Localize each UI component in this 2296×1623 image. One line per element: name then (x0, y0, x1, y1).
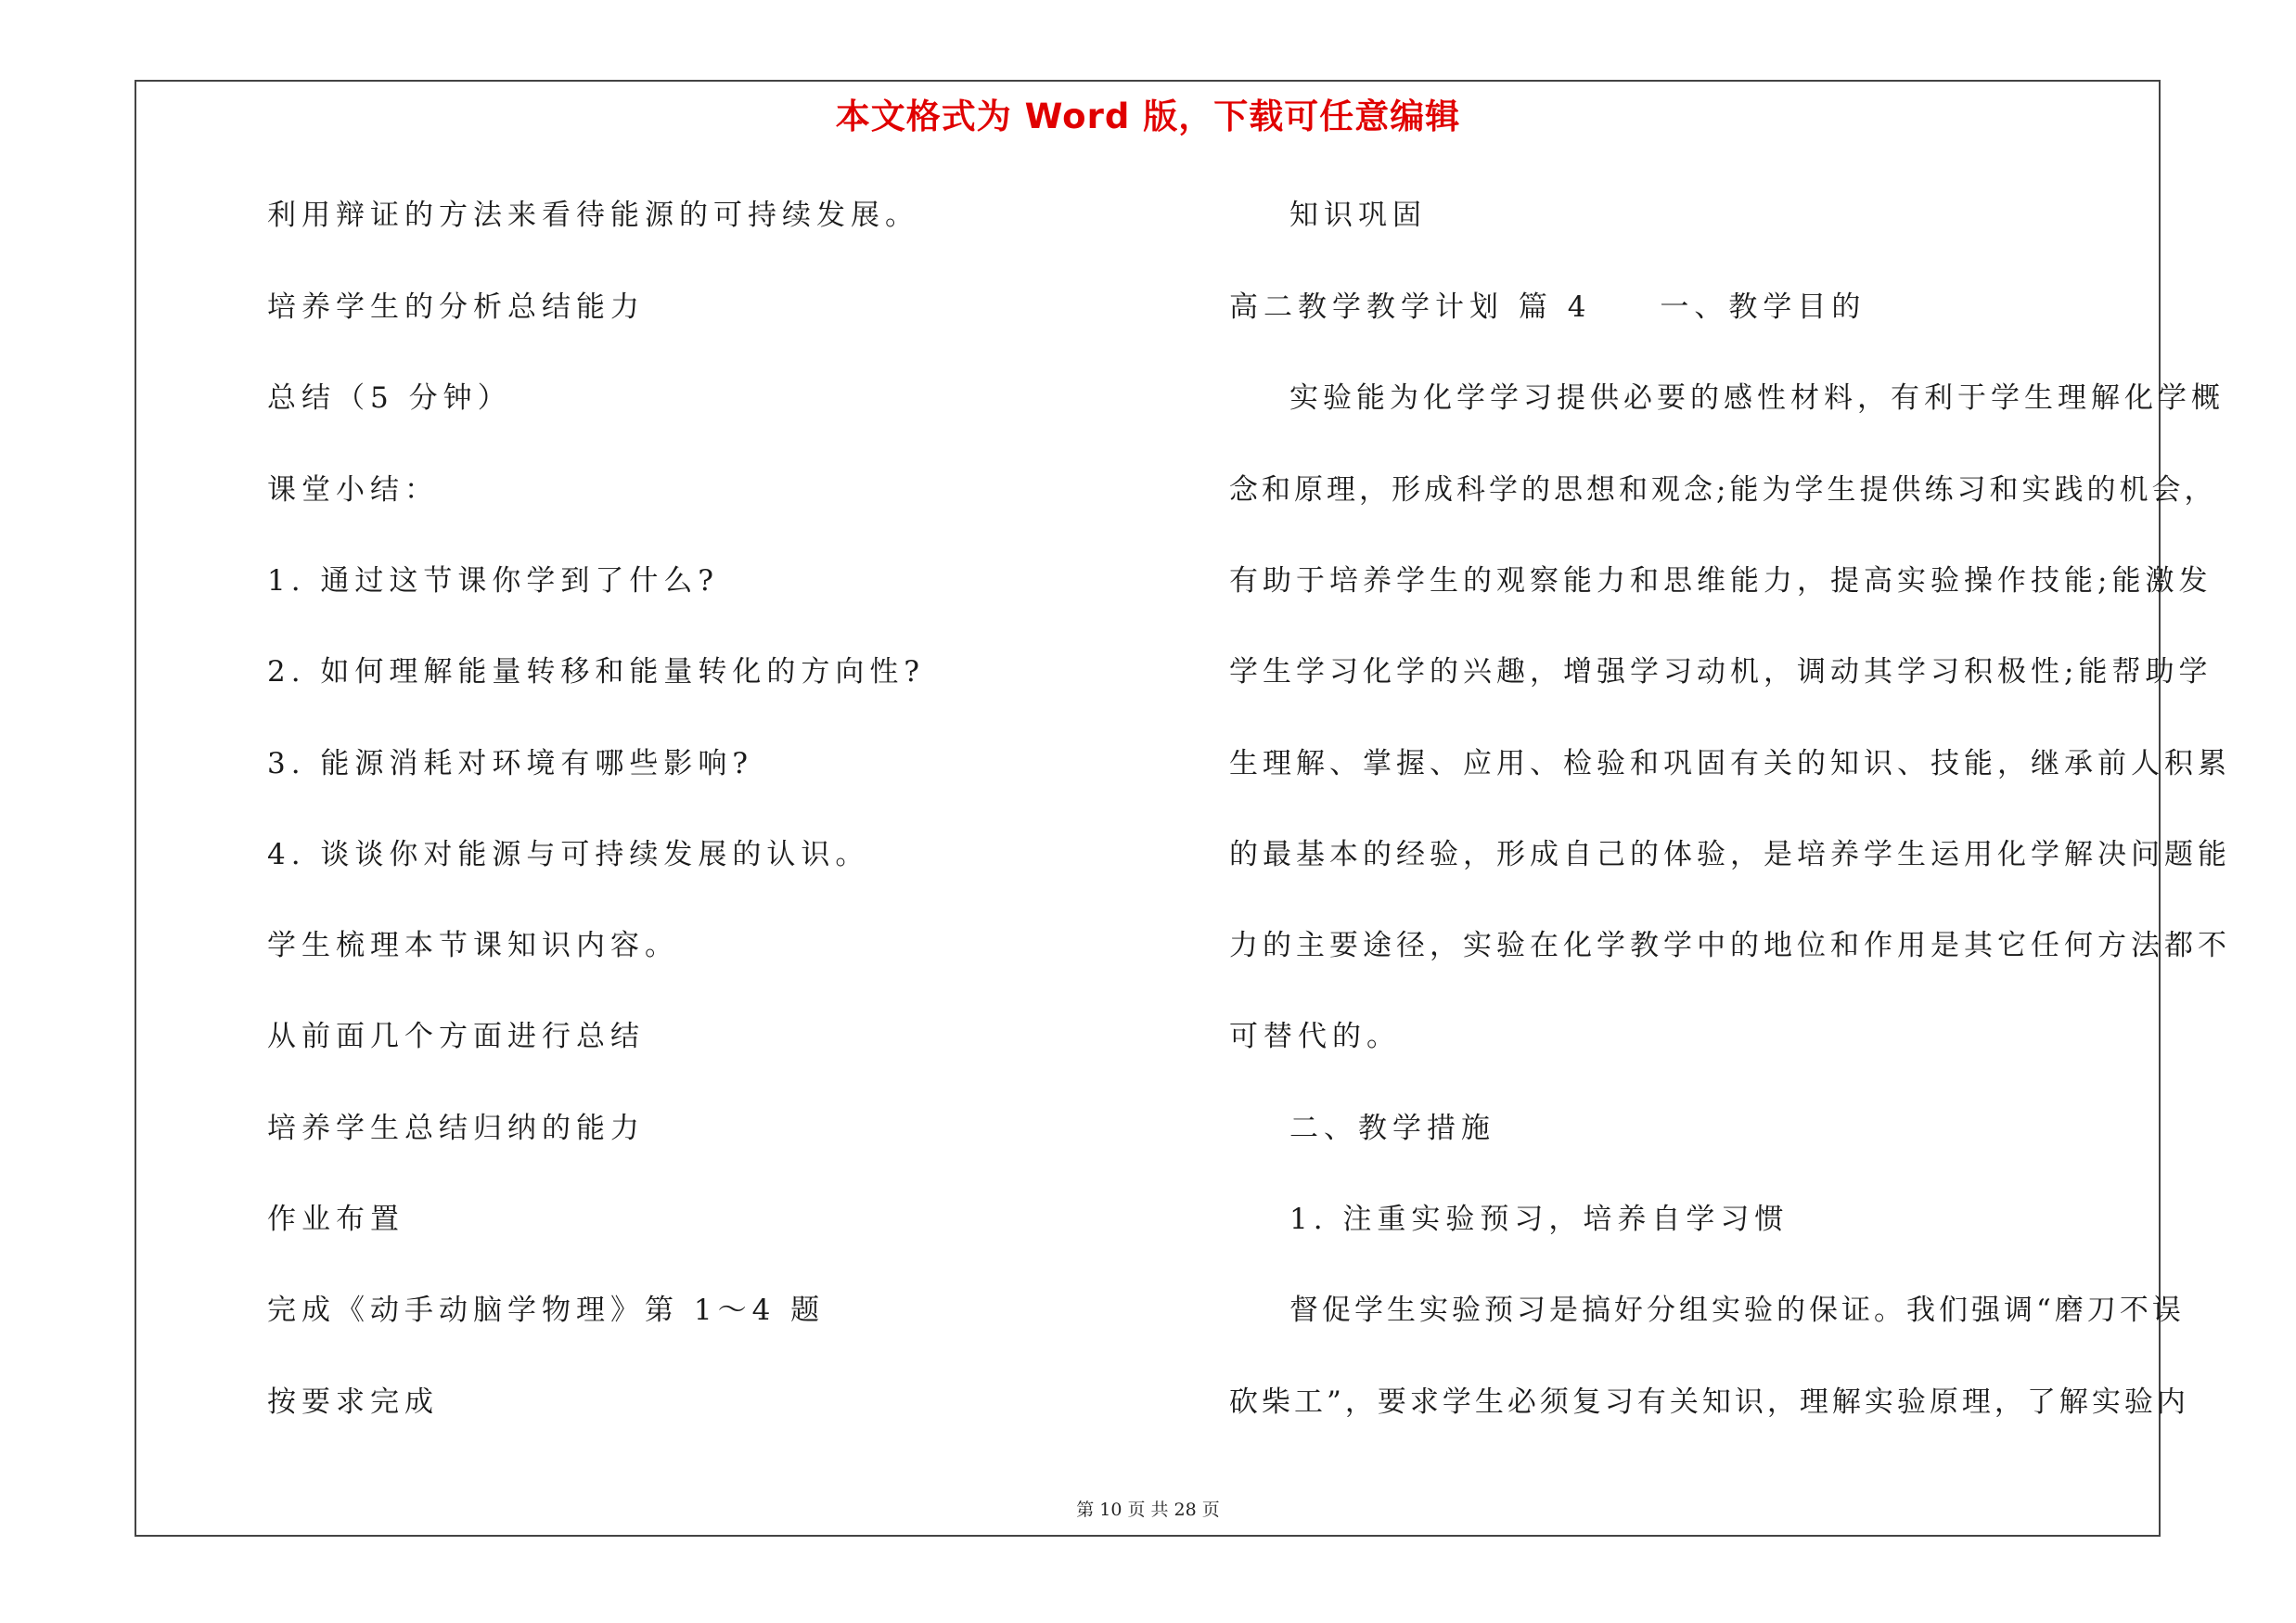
left-line: 1. 通过这节课你学到了什么? (267, 564, 720, 598)
right-line: 砍柴工”，要求学生必须复习有关知识，理解实验原理，了解实验内 (1229, 1385, 2189, 1419)
page-number: 第 10 页 共 28 页 (1076, 1500, 1220, 1520)
page-header: 本文格式为 Word 版，下载可任意编辑 (835, 97, 1461, 136)
left-line: 按要求完成 (267, 1385, 439, 1419)
right-line: 1. 注重实验预习，培养自学习惯 (1289, 1203, 1789, 1236)
right-line: 高二教学教学计划 篇 4 一、教学目的 (1229, 290, 1866, 324)
left-line: 3. 能源消耗对环境有哪些影响? (267, 747, 754, 780)
left-line: 从前面几个方面进行总结 (267, 1020, 645, 1053)
left-line: 学生梳理本节课知识内容。 (267, 929, 679, 962)
left-line: 完成《动手动脑学物理》第 1～4 题 (267, 1294, 826, 1327)
right-line: 生理解、掌握、应用、检验和巩固有关的知识、技能，继承前人积累 (1229, 747, 2231, 780)
right-line: 实验能为化学学习提供必要的感性材料，有利于学生理解化学概 (1289, 381, 2225, 415)
right-line: 督促学生实验预习是搞好分组实验的保证。我们强调“磨刀不误 (1289, 1294, 2185, 1327)
right-line: 有助于培养学生的观察能力和思维能力，提高实验操作技能;能激发 (1229, 564, 2213, 598)
left-line: 培养学生的分析总结能力 (267, 290, 645, 324)
right-line: 念和原理，形成科学的思想和观念;能为学生提供练习和实践的机会， (1229, 473, 2217, 507)
left-line: 4. 谈谈你对能源与可持续发展的认识。 (267, 838, 870, 871)
right-line: 的最基本的经验，形成自己的体验，是培养学生运用化学解决问题能 (1229, 838, 2231, 871)
left-line: 作业布置 (267, 1203, 404, 1236)
right-line: 知识巩固 (1289, 199, 1427, 232)
left-line: 课堂小结： (267, 473, 439, 507)
left-line: 2. 如何理解能量转移和能量转化的方向性? (267, 655, 926, 689)
left-line: 培养学生总结归纳的能力 (267, 1112, 645, 1145)
right-line: 学生学习化学的兴趣，增强学习动机，调动其学习积极性;能帮助学 (1229, 655, 2213, 689)
left-line: 利用辩证的方法来看待能源的可持续发展。 (267, 199, 919, 232)
right-line: 可替代的。 (1229, 1020, 1401, 1053)
right-line: 二、教学措施 (1289, 1112, 1495, 1145)
left-line: 总结（5 分钟） (267, 381, 512, 415)
right-line: 力的主要途径，实验在化学教学中的地位和作用是其它任何方法都不 (1229, 929, 2231, 962)
